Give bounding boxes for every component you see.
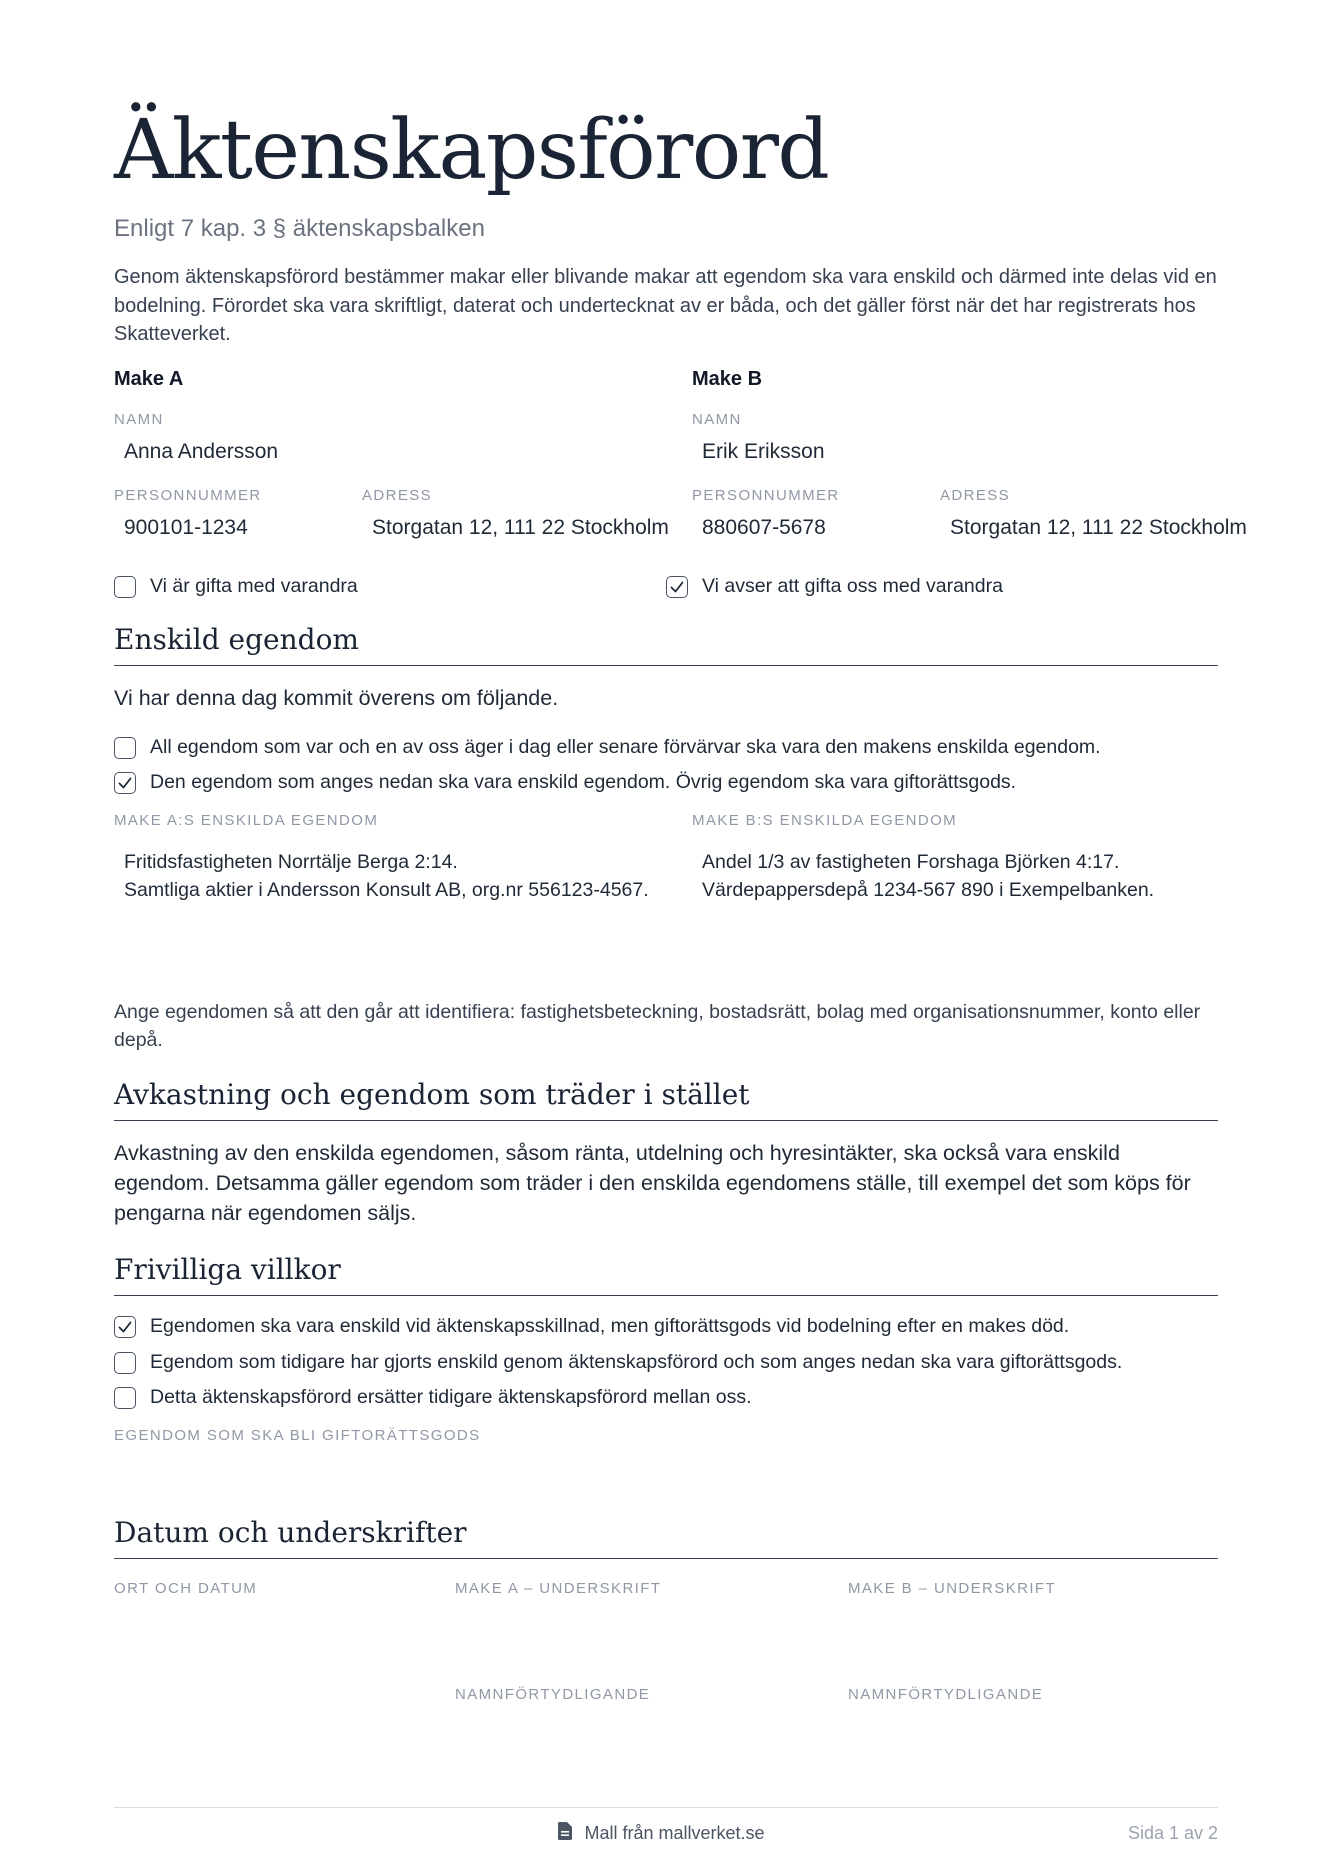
party-b-pnr-field[interactable]: 880607-5678 bbox=[702, 516, 826, 539]
section-divider bbox=[114, 1558, 1218, 1559]
listed-property-checkbox[interactable] bbox=[114, 772, 136, 794]
yield-paragraph: Avkastning av den enskilda egendomen, såsom ränta, utdelning och hyresintäkter, ska också vara enskild egendom. Detsamma gäller egendom som träder i den enskilda egendomens ställe, till exempel det som köps för pengarna när egendomen säljs. bbox=[114, 1141, 1191, 1225]
separate-property-heading: Enskild egendom bbox=[114, 623, 359, 656]
page-number: Sida 1 av 2 bbox=[1127, 1823, 1218, 1843]
married-option[interactable] bbox=[114, 575, 358, 598]
place-date-label: ORT OCH DATUM bbox=[114, 1580, 258, 1597]
optional-term-option[interactable] bbox=[114, 1386, 752, 1409]
optional-term-label: Egendom som tidigare har gjorts enskild genom äktenskapsförord och som anges nedan ska vara giftorättsgods. bbox=[150, 1351, 1123, 1373]
checkmark-icon bbox=[117, 775, 133, 791]
party-a-name-clarification-field[interactable] bbox=[455, 1711, 815, 1761]
separate-property-lead: Vi har denna dag kommit överens om följande. bbox=[114, 686, 559, 710]
party-a-property-label: MAKE A:S ENSKILDA EGENDOM bbox=[114, 812, 379, 829]
optional-term-checkbox[interactable] bbox=[114, 1387, 136, 1409]
optional-term-checkbox[interactable] bbox=[114, 1352, 136, 1374]
party-b-property-line: Andel 1/3 av fastigheten Forshaga Björken 4:17. bbox=[702, 851, 1120, 873]
listed-property-label: Den egendom som anges nedan ska vara enskild egendom. Övrig egendom ska vara giftorättsgods. bbox=[150, 771, 1017, 793]
optional-term-checkbox[interactable] bbox=[114, 1316, 136, 1338]
married-checkbox[interactable] bbox=[114, 576, 136, 598]
place-date-field[interactable] bbox=[114, 1605, 414, 1655]
section-divider bbox=[114, 665, 1218, 666]
party-b-property-label: MAKE B:S ENSKILDA EGENDOM bbox=[692, 812, 958, 829]
section-divider bbox=[114, 1120, 1218, 1121]
all-property-label: All egendom som var och en av oss äger i dag eller senare förvärvar ska vara den makens enskilda egendom. bbox=[150, 736, 1101, 758]
intend-to-marry-option[interactable] bbox=[666, 575, 1003, 598]
property-note: Ange egendomen så att den går att identifiera: fastighetsbeteckning, bostadsrätt, bolag med organisationsnummer, konto eller depå. bbox=[114, 1001, 1201, 1051]
party-b-address-field[interactable]: Storgatan 12, 111 22 Stockholm bbox=[950, 516, 1247, 539]
party-b-signature-label: MAKE B – UNDERSKRIFT bbox=[848, 1580, 1057, 1597]
party-b-name-clarification-label: NAMNFÖRTYDLIGANDE bbox=[848, 1686, 1044, 1703]
party-a-name-label: NAMN bbox=[114, 411, 164, 428]
party-a-signature-field[interactable] bbox=[455, 1605, 815, 1655]
footer-credit-text: Mall från mallverket.se bbox=[584, 1823, 765, 1843]
party-a-property-line: Fritidsfastigheten Norrtälje Berga 2:14. bbox=[124, 851, 458, 873]
party-a-name-field[interactable]: Anna Andersson bbox=[124, 440, 279, 463]
party-b-address-label: ADRESS bbox=[940, 487, 1011, 504]
footer-divider bbox=[114, 1807, 1218, 1808]
party-b-property-field[interactable] bbox=[702, 848, 1154, 904]
party-a-signature-label: MAKE A – UNDERSKRIFT bbox=[455, 1580, 662, 1597]
party-a-address-field[interactable]: Storgatan 12, 111 22 Stockholm bbox=[372, 516, 669, 539]
party-a-property-line: Samtliga aktier i Andersson Konsult AB, org.nr 556123-4567. bbox=[124, 879, 649, 901]
section-divider bbox=[114, 1295, 1218, 1296]
optional-term-label: Egendomen ska vara enskild vid äktenskapsskillnad, men giftorättsgods vid bodelning efter en makes död. bbox=[150, 1315, 1070, 1337]
checkmark-icon bbox=[117, 1319, 133, 1335]
party-a-name-clarification-label: NAMNFÖRTYDLIGANDE bbox=[455, 1686, 651, 1703]
party-b-name-label: NAMN bbox=[692, 411, 742, 428]
party-a-address-label: ADRESS bbox=[362, 487, 433, 504]
all-property-checkbox[interactable] bbox=[114, 737, 136, 759]
document-icon bbox=[558, 1822, 572, 1845]
checkmark-icon bbox=[669, 579, 685, 595]
intend-to-marry-label: Vi avser att gifta oss med varandra bbox=[702, 575, 1003, 597]
married-label: Vi är gifta med varandra bbox=[150, 575, 358, 597]
party-b-heading: Make B bbox=[692, 368, 763, 390]
marital-property-field[interactable] bbox=[124, 1456, 1214, 1496]
party-b-signature-field[interactable] bbox=[848, 1605, 1218, 1655]
intend-to-marry-checkbox[interactable] bbox=[666, 576, 688, 598]
party-a-pnr-label: PERSONNUMMER bbox=[114, 487, 262, 504]
optional-term-option[interactable] bbox=[114, 1315, 1069, 1338]
listed-property-option[interactable] bbox=[114, 771, 1016, 794]
party-b-property-line: Värdepappersdepå 1234-567 890 i Exempelbanken. bbox=[702, 879, 1155, 901]
footer-credit bbox=[0, 1822, 1323, 1845]
yield-heading: Avkastning och egendom som träder i stället bbox=[114, 1078, 750, 1111]
party-b-pnr-label: PERSONNUMMER bbox=[692, 487, 840, 504]
marital-property-field-label: EGENDOM SOM SKA BLI GIFTORÄTTSGODS bbox=[114, 1427, 481, 1444]
document-title: Äktenskapsförord bbox=[114, 103, 829, 198]
party-a-heading: Make A bbox=[114, 368, 184, 390]
optional-term-label: Detta äktenskapsförord ersätter tidigare äktenskapsförord mellan oss. bbox=[150, 1386, 752, 1408]
signatures-heading: Datum och underskrifter bbox=[114, 1516, 467, 1549]
party-a-pnr-field[interactable]: 900101-1234 bbox=[124, 516, 248, 539]
intro-paragraph: Genom äktenskapsförord bestämmer makar eller blivande makar att egendom ska vara enskild och därmed inte delas vid en bodelning. Förordet ska vara skriftligt, daterat och undertecknat av er båda, och det gäller först när det har registrerats hos Skatteverket. bbox=[114, 266, 1217, 345]
all-property-option[interactable] bbox=[114, 736, 1101, 759]
party-b-name-clarification-field[interactable] bbox=[848, 1711, 1218, 1761]
optional-terms-heading: Frivilliga villkor bbox=[114, 1253, 341, 1286]
document-subtitle: Enligt 7 kap. 3 § äktenskapsbalken bbox=[114, 215, 485, 242]
optional-term-option[interactable] bbox=[114, 1351, 1122, 1374]
party-a-property-field[interactable] bbox=[124, 848, 649, 904]
party-b-name-field[interactable]: Erik Eriksson bbox=[702, 440, 825, 463]
